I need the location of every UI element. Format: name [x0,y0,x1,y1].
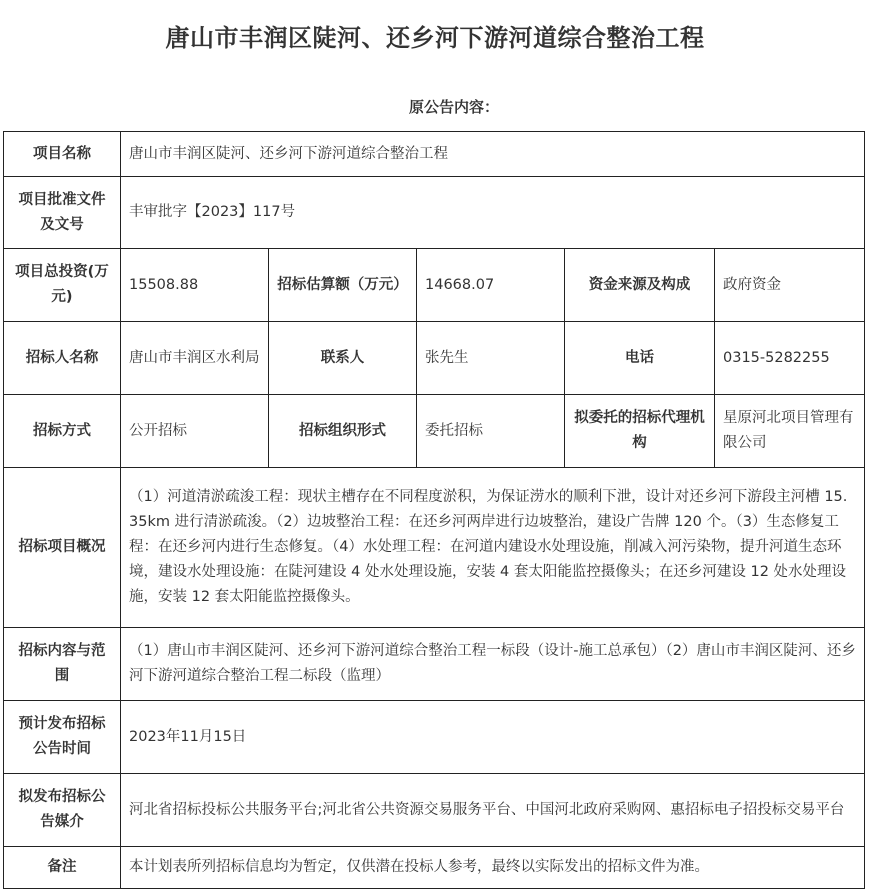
overview-label: 招标项目概况 [4,468,121,628]
bid-estimate-value: 14668.07 [417,249,565,322]
phone-label: 电话 [565,322,715,395]
media-label: 拟发布招标公告媒介 [4,774,121,847]
bid-estimate-label: 招标估算额（万元） [269,249,417,322]
table-row [4,177,865,249]
tenderer-value: 唐山市丰润区水利局 [121,322,269,395]
remarks-value: 本计划表所列招标信息均为暂定，仅供潜在投标人参考，最终以实际发出的招标文件为准。 [121,847,865,889]
table-row [4,701,865,774]
table-row [4,468,865,628]
total-investment-value: 15508.88 [121,249,269,322]
table-row [4,322,865,395]
bid-method-label: 招标方式 [4,395,121,468]
table-row [4,132,865,177]
bid-plan-table [3,131,865,889]
total-investment-label: 项目总投资(万元) [4,249,121,322]
scope-value: （1）唐山市丰润区陡河、还乡河下游河道综合整治工程一标段（设计-施工总承包）（2）唐山市丰润区陡河、还乡河下游河道综合整治工程二标段（监理） [121,628,865,701]
table-row [4,628,865,701]
contact-label: 联系人 [269,322,417,395]
fund-source-value: 政府资金 [715,249,865,322]
approval-doc-value: 丰审批字【2023】117号 [121,177,865,249]
agency-label: 拟委托的招标代理机构 [565,395,715,468]
bid-org-form-value: 委托招标 [417,395,565,468]
page-title: 唐山市丰润区陡河、还乡河下游河道综合整治工程 [165,24,705,52]
announcement-subtitle: 原公告内容： [408,98,499,116]
fund-source-label: 资金来源及构成 [565,249,715,322]
tenderer-label: 招标人名称 [4,322,121,395]
table-row [4,395,865,468]
scope-label: 招标内容与范围 [4,628,121,701]
bid-org-form-label: 招标组织形式 [269,395,417,468]
agency-value: 星原河北项目管理有限公司 [715,395,865,468]
phone-value: 0315-5282255 [715,322,865,395]
planned-time-label: 预计发布招标公告时间 [4,701,121,774]
approval-doc-label: 项目批准文件及文号 [4,177,121,249]
project-name-value: 唐山市丰润区陡河、还乡河下游河道综合整治工程 [121,132,865,177]
overview-value: （1）河道清淤疏浚工程：现状主槽存在不同程度淤积，为保证涝水的顺利下泄，设计对还乡河下游段主河槽 15.35km 进行清淤疏浚。（2）边坡整治工程：在还乡河两岸进行边坡整治，建设广告牌 120 个。（3）生态修复工程：在还乡河内进行生态修复。（4）水处理工程：在河道内建设水处理设施，削减入河污染物，提升河道生态环境，建设水处理设施：在陡河建设 4 处水处理设施，安装 4 套太阳能监控摄像头；在还乡河建设 12 处水处理设施，安装 12 套太阳能监控摄像头。 [121,468,865,628]
remarks-label: 备注 [4,847,121,889]
contact-value: 张先生 [417,322,565,395]
planned-time-value: 2023年11月15日 [121,701,865,774]
table-row [4,774,865,847]
project-name-label: 项目名称 [4,132,121,177]
table-row [4,847,865,889]
media-value: 河北省招标投标公共服务平台;河北省公共资源交易服务平台、中国河北政府采购网、惠招标电子招投标交易平台 [121,774,865,847]
bid-method-value: 公开招标 [121,395,269,468]
table-row [4,249,865,322]
